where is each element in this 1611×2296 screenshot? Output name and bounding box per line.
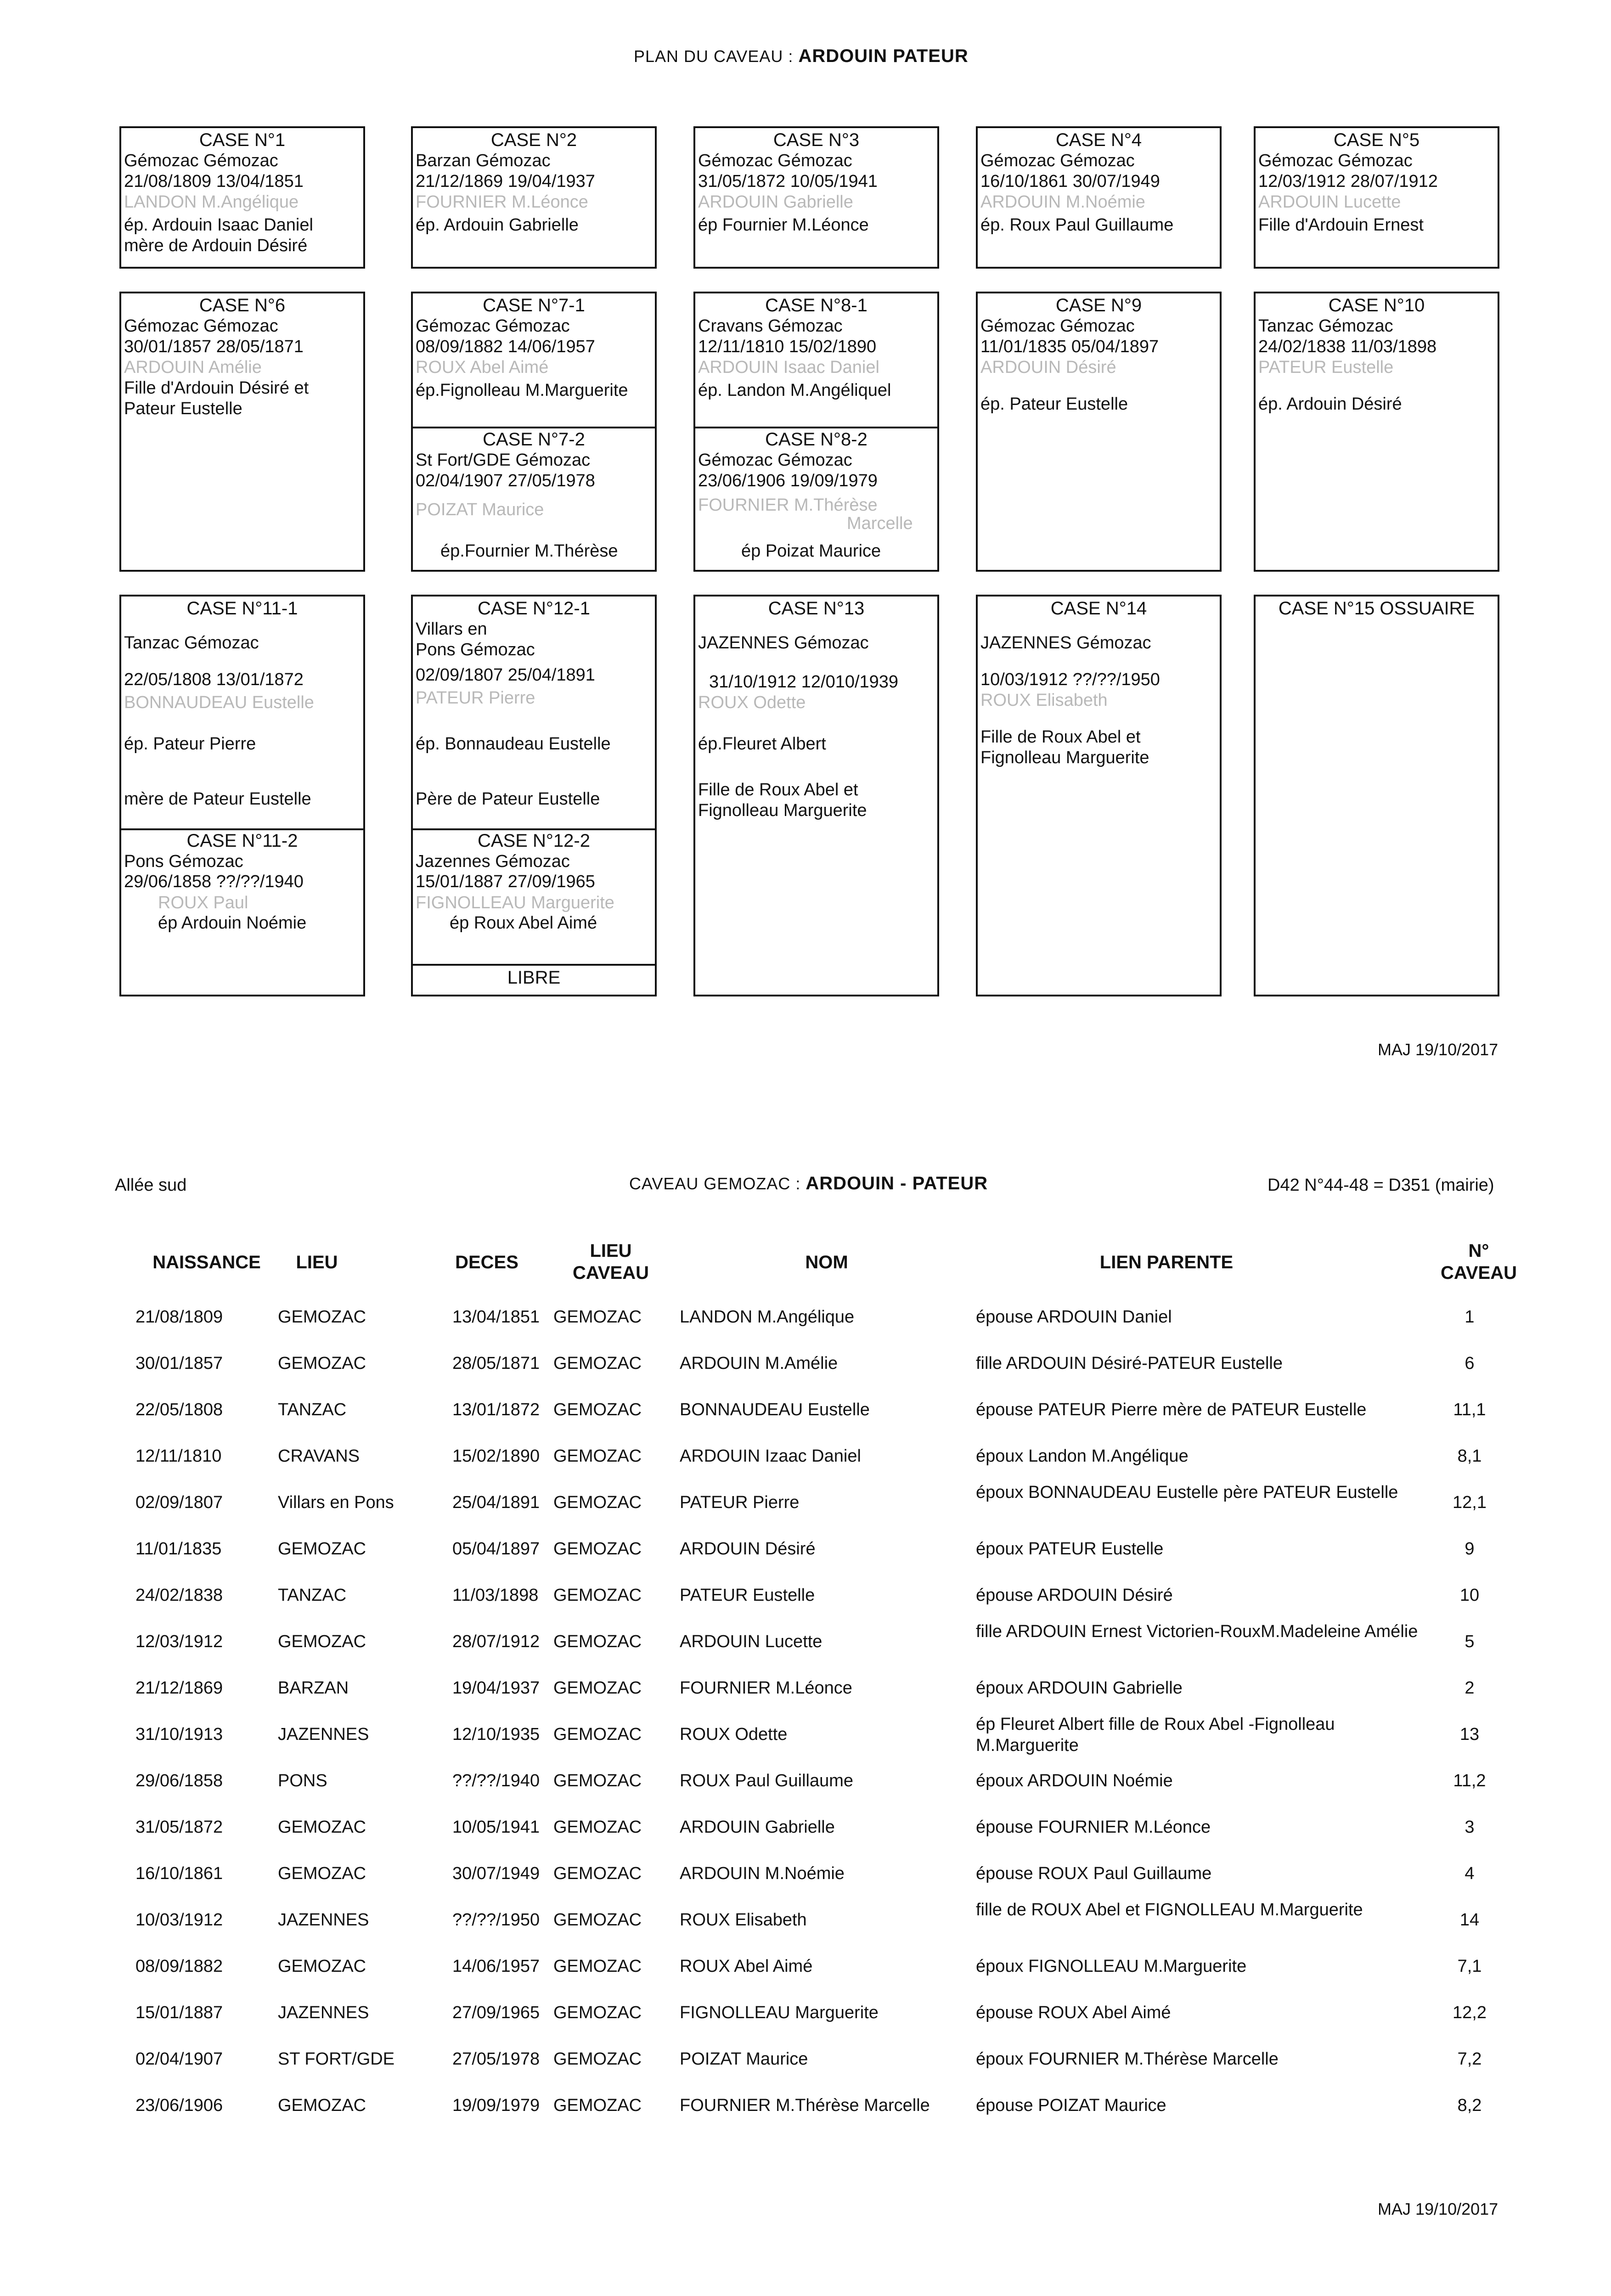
- cell-lien: époux FOURNIER M.Thérèse Marcelle: [976, 2049, 1279, 2069]
- cell-deces: 13/04/1851: [452, 1307, 540, 1327]
- table-ref: D42 N°44-48 = D351 (mairie): [1267, 1176, 1494, 1195]
- case-line: Barzan Gémozac: [416, 151, 551, 170]
- cell-deces: 12/10/1935: [452, 1725, 540, 1744]
- cell-num: 14: [1459, 1910, 1480, 1930]
- case-14: [976, 595, 1222, 996]
- cell-nom: ROUX Abel Aimé: [680, 1957, 813, 1976]
- cell-lien: époux ARDOUIN Gabrielle: [976, 1678, 1183, 1698]
- cell-num: 13: [1459, 1725, 1480, 1744]
- cell-caveau: GEMOZAC: [553, 2096, 642, 2115]
- cell-naissance: 22/05/1808: [135, 1400, 223, 1419]
- case-line: ép. Bonnaudeau Eustelle: [416, 734, 611, 754]
- cell-num: 6: [1465, 1354, 1475, 1373]
- cell-lieu: GEMOZAC: [278, 1354, 366, 1373]
- cell-deces: 28/07/1912: [452, 1632, 540, 1651]
- cell-lieu: GEMOZAC: [278, 2096, 366, 2115]
- case-head: CASE N°14: [1050, 598, 1147, 619]
- case-line: ARDOUIN Lucette: [1258, 192, 1401, 212]
- cell-caveau: GEMOZAC: [553, 1678, 642, 1698]
- cell-lieu: JAZENNES: [278, 1910, 369, 1930]
- cell-nom: ARDOUIN M.Noémie: [680, 1864, 845, 1883]
- case-line: JAZENNES Gémozac: [980, 633, 1151, 653]
- cell-num: 11,1: [1453, 1400, 1486, 1419]
- case-line: POIZAT Maurice: [416, 500, 544, 519]
- case-line: ép. Pateur Eustelle: [980, 394, 1128, 414]
- case-line: Marcelle: [847, 514, 913, 533]
- cell-nom: FIGNOLLEAU Marguerite: [680, 2003, 879, 2022]
- case-9: [976, 292, 1222, 572]
- case-head: CASE N°1: [199, 130, 286, 150]
- case-line: BONNAUDEAU Eustelle: [124, 693, 314, 712]
- cell-naissance: 24/02/1838: [135, 1586, 223, 1605]
- cell-deces: 05/04/1897: [452, 1539, 540, 1559]
- case-line: Fignolleau Marguerite: [698, 801, 867, 820]
- case-head: CASE N°12-2: [478, 831, 590, 851]
- case-line: ARDOUIN Isaac Daniel: [698, 358, 879, 377]
- cell-naissance: 15/01/1887: [135, 2003, 223, 2022]
- cell-naissance: 23/06/1906: [135, 2096, 223, 2115]
- case-line: ép Poizat Maurice: [741, 541, 881, 561]
- case-line: 16/10/1861 30/07/1949: [980, 172, 1160, 191]
- case-line: LANDON M.Angélique: [124, 192, 299, 212]
- case-head: CASE N°5: [1333, 130, 1420, 150]
- case-line: ép.Fignolleau M.Marguerite: [416, 381, 628, 400]
- plan-title-prefix: PLAN DU CAVEAU :: [634, 47, 794, 66]
- case-head: CASE N°2: [490, 130, 577, 150]
- case-line: ép. Ardouin Désiré: [1258, 394, 1402, 414]
- case-line: ARDOUIN M.Noémie: [980, 192, 1145, 212]
- case-line: Gémozac Gémozac: [416, 316, 570, 336]
- cell-naissance: 02/04/1907: [135, 2049, 223, 2069]
- header-naissance: NAISSANCE: [152, 1252, 261, 1272]
- case-line: mère de Ardouin Désiré: [124, 236, 308, 255]
- cell-naissance: 02/09/1807: [135, 1493, 223, 1512]
- case-13: [693, 595, 939, 996]
- cell-nom: FOURNIER M.Thérèse Marcelle: [680, 2096, 930, 2115]
- cell-deces: 13/01/1872: [452, 1400, 540, 1419]
- cell-nom: FOURNIER M.Léonce: [680, 1678, 852, 1698]
- cell-num: 12,2: [1453, 2003, 1487, 2022]
- cell-caveau: GEMOZAC: [553, 1307, 642, 1327]
- case-line: Pons Gémozac: [416, 640, 535, 659]
- cell-lien: épouse ARDOUIN Désiré: [976, 1586, 1173, 1605]
- cell-naissance: 11/01/1835: [135, 1539, 222, 1559]
- case-12: [411, 595, 657, 996]
- cell-num: 8,2: [1457, 2096, 1482, 2115]
- cell-naissance: 21/08/1809: [135, 1307, 223, 1327]
- cell-nom: ROUX Paul Guillaume: [680, 1771, 854, 1790]
- cell-caveau: GEMOZAC: [553, 1632, 642, 1651]
- case-line: Pons Gémozac: [124, 852, 243, 871]
- cell-deces: 27/05/1978: [452, 2049, 540, 2069]
- case-line: Gémozac Gémozac: [980, 316, 1135, 336]
- case-line: 02/09/1807 25/04/1891: [416, 665, 595, 685]
- cell-deces: 10/05/1941: [452, 1818, 540, 1837]
- cell-nom: ARDOUIN Lucette: [680, 1632, 822, 1651]
- case-line: Pateur Eustelle: [124, 399, 242, 418]
- cell-lien: fille de ROUX Abel et FIGNOLLEAU M.Marguerite: [976, 1900, 1363, 1919]
- cell-caveau: GEMOZAC: [553, 1864, 642, 1883]
- case-line: ARDOUIN Désiré: [980, 358, 1116, 377]
- cell-lieu: PONS: [278, 1771, 327, 1790]
- case-line: 21/12/1869 19/04/1937: [416, 172, 595, 191]
- case-line: Gémozac Gémozac: [980, 151, 1135, 170]
- cell-lieu: TANZAC: [278, 1400, 347, 1419]
- cell-nom: PATEUR Eustelle: [680, 1586, 815, 1605]
- cell-caveau: GEMOZAC: [553, 2049, 642, 2069]
- case-line: Fille de Roux Abel et: [980, 727, 1141, 747]
- case-line: FIGNOLLEAU Marguerite: [416, 893, 614, 912]
- case-line: 21/08/1809 13/04/1851: [124, 172, 304, 191]
- header-num: [1433, 1240, 1525, 1284]
- cell-caveau: GEMOZAC: [553, 1957, 642, 1976]
- cell-num: 9: [1465, 1539, 1475, 1559]
- case-line: ép Ardouin Noémie: [158, 913, 307, 933]
- cell-caveau: GEMOZAC: [553, 1586, 642, 1605]
- cell-caveau: GEMOZAC: [553, 1400, 642, 1419]
- cell-lien: fille ARDOUIN Désiré-PATEUR Eustelle: [976, 1354, 1283, 1373]
- case-line: JAZENNES Gémozac: [698, 633, 869, 653]
- header-lieu-caveau-2: CAVEAU: [573, 1263, 649, 1283]
- cell-lien: épouse PATEUR Pierre mère de PATEUR Eustelle: [976, 1400, 1367, 1419]
- cell-lien: épouse FOURNIER M.Léonce: [976, 1818, 1211, 1837]
- case-line: ROUX Paul: [158, 893, 248, 912]
- cell-deces: 15/02/1890: [452, 1446, 540, 1466]
- case-line: Tanzac Gémozac: [124, 633, 259, 653]
- cell-nom: ARDOUIN Désiré: [680, 1539, 816, 1559]
- cell-naissance: 31/10/1913: [135, 1725, 223, 1744]
- case-line: St Fort/GDE Gémozac: [416, 450, 591, 470]
- case-4: [976, 126, 1222, 269]
- cell-num: 2: [1465, 1678, 1475, 1698]
- case-7: [411, 292, 657, 572]
- cell-lieu: GEMOZAC: [278, 1864, 366, 1883]
- cell-caveau: GEMOZAC: [553, 1725, 642, 1744]
- cell-caveau: GEMOZAC: [553, 1539, 642, 1559]
- cell-deces: 25/04/1891: [452, 1493, 540, 1512]
- cell-caveau: GEMOZAC: [553, 1493, 642, 1512]
- case-head: CASE N°6: [199, 295, 286, 315]
- cell-lieu: TANZAC: [278, 1586, 347, 1605]
- case-line: Gémozac Gémozac: [124, 316, 278, 336]
- case-line: 02/04/1907 27/05/1978: [416, 471, 595, 490]
- cell-deces: ??/??/1940: [452, 1771, 540, 1790]
- cell-lieu: GEMOZAC: [278, 1539, 366, 1559]
- cell-caveau: GEMOZAC: [553, 1818, 642, 1837]
- cell-num: 11,2: [1453, 1771, 1486, 1790]
- cell-lieu: GEMOZAC: [278, 1632, 366, 1651]
- header-deces: DECES: [455, 1252, 518, 1272]
- cell-lieu: JAZENNES: [278, 2003, 369, 2022]
- case-3: [693, 126, 939, 269]
- case-line: 31/10/1912 12/010/1939: [709, 672, 899, 692]
- cell-caveau: GEMOZAC: [553, 2003, 642, 2022]
- cell-caveau: GEMOZAC: [553, 1446, 642, 1466]
- cell-num: 12,1: [1453, 1493, 1487, 1512]
- table-title-prefix: CAVEAU GEMOZAC :: [629, 1174, 801, 1193]
- case-6: [119, 292, 365, 572]
- table-title: [629, 1173, 988, 1194]
- case-line: Gémozac Gémozac: [698, 450, 852, 470]
- case-line: Gémozac Gémozac: [698, 151, 852, 170]
- case-line: 12/11/1810 15/02/1890: [698, 337, 877, 356]
- case-head: CASE N°8-2: [765, 429, 867, 450]
- cell-lieu: CRAVANS: [278, 1446, 360, 1466]
- case-line: Fille d'Ardouin Ernest: [1258, 215, 1424, 235]
- cell-lieu: JAZENNES: [278, 1725, 369, 1744]
- cell-num: 5: [1465, 1632, 1475, 1651]
- cell-nom: POIZAT Maurice: [680, 2049, 808, 2069]
- case-11: [119, 595, 365, 996]
- case-line: ép. Roux Paul Guillaume: [980, 215, 1174, 235]
- case-line: 24/02/1838 11/03/1898: [1258, 337, 1437, 356]
- cell-num: 7,1: [1457, 1957, 1482, 1976]
- case-line: Gémozac Gémozac: [1258, 151, 1413, 170]
- case-line: ép Fournier M.Léonce: [698, 215, 869, 235]
- cell-naissance: 12/03/1912: [135, 1632, 223, 1651]
- case-line: Cravans Gémozac: [698, 316, 843, 336]
- case-line: PATEUR Eustelle: [1258, 358, 1394, 377]
- case-head: CASE N°4: [1055, 130, 1142, 150]
- case-2: [411, 126, 657, 269]
- case-line: 11/01/1835 05/04/1897: [980, 337, 1159, 356]
- cell-naissance: 31/05/1872: [135, 1818, 223, 1837]
- cell-caveau: GEMOZAC: [553, 1910, 642, 1930]
- case-line: ARDOUIN Gabrielle: [698, 192, 853, 212]
- cell-naissance: 12/11/1810: [135, 1446, 222, 1466]
- case-line: Père de Pateur Eustelle: [416, 789, 600, 809]
- cell-lieu: BARZAN: [278, 1678, 349, 1698]
- cell-lien: épouse ARDOUIN Daniel: [976, 1307, 1172, 1327]
- cell-naissance: 10/03/1912: [135, 1910, 223, 1930]
- case-line: 15/01/1887 27/09/1965: [416, 872, 595, 891]
- cell-caveau: GEMOZAC: [553, 1771, 642, 1790]
- case-line: 10/03/1912 ??/??/1950: [980, 670, 1160, 689]
- case-10: [1254, 292, 1499, 572]
- cell-deces: 19/04/1937: [452, 1678, 540, 1698]
- cell-naissance: 16/10/1861: [135, 1864, 223, 1883]
- case-head: CASE N°13: [768, 598, 865, 619]
- case-line: FOURNIER M.Thérèse: [698, 495, 878, 515]
- cell-nom: LANDON M.Angélique: [680, 1307, 855, 1327]
- cell-deces: 28/05/1871: [452, 1354, 540, 1373]
- cell-lieu: GEMOZAC: [278, 1818, 366, 1837]
- header-lieu: LIEU: [296, 1252, 338, 1272]
- case-line: ép. Pateur Pierre: [124, 734, 256, 754]
- case-line: Villars en: [416, 619, 487, 639]
- case-line: 22/05/1808 13/01/1872: [124, 670, 304, 689]
- cell-naissance: 29/06/1858: [135, 1771, 223, 1790]
- header-num-1: N°: [1468, 1241, 1489, 1261]
- cell-deces: 30/07/1949: [452, 1864, 540, 1883]
- case-line: Fille de Roux Abel et: [698, 780, 858, 799]
- case-line: ROUX Elisabeth: [980, 691, 1108, 710]
- case-line: 12/03/1912 28/07/1912: [1258, 172, 1438, 191]
- case-head: CASE N°10: [1328, 295, 1425, 315]
- case-head: CASE N°8-1: [765, 295, 867, 315]
- case-head: CASE N°3: [773, 130, 860, 150]
- case-line: mère de Pateur Eustelle: [124, 789, 311, 809]
- case-line: FOURNIER M.Léonce: [416, 192, 588, 212]
- allee-label: Allée sud: [115, 1176, 187, 1195]
- case-line: 31/05/1872 10/05/1941: [698, 172, 878, 191]
- plan-title: [634, 46, 969, 67]
- case-head: CASE N°11-1: [186, 598, 298, 619]
- header-lieu-caveau: [565, 1240, 657, 1284]
- header-num-2: CAVEAU: [1441, 1263, 1517, 1283]
- cell-num: 7,2: [1457, 2049, 1482, 2069]
- case-line: Fignolleau Marguerite: [980, 748, 1149, 767]
- cell-lieu: Villars en Pons: [278, 1493, 394, 1512]
- cell-deces: ??/??/1950: [452, 1910, 540, 1930]
- cell-lien: époux PATEUR Eustelle: [976, 1539, 1164, 1559]
- case-line: 08/09/1882 14/06/1957: [416, 337, 595, 356]
- plan-title-name: ARDOUIN PATEUR: [798, 46, 969, 66]
- cell-lieu: ST FORT/GDE: [278, 2049, 395, 2069]
- case-line: Gémozac Gémozac: [124, 151, 278, 170]
- case-line: Fille d'Ardouin Désiré et: [124, 378, 309, 398]
- case-line: ép. Ardouin Isaac Daniel: [124, 215, 313, 235]
- case-line: ROUX Abel Aimé: [416, 358, 549, 377]
- case-line: ép Roux Abel Aimé: [450, 913, 597, 933]
- cell-lien: ép Fleuret Albert fille de Roux Abel -Fignolleau M.Marguerite: [976, 1715, 1335, 1755]
- case-8: [693, 292, 939, 572]
- case-5: [1254, 126, 1499, 269]
- cell-num: 3: [1465, 1818, 1475, 1837]
- cell-lien: épouse ROUX Abel Aimé: [976, 2003, 1171, 2022]
- header-lieu-caveau-1: LIEU: [590, 1241, 632, 1261]
- cell-lien: époux ARDOUIN Noémie: [976, 1771, 1173, 1790]
- cell-num: 4: [1465, 1864, 1475, 1883]
- cell-num: 1: [1465, 1307, 1475, 1327]
- case-line: ARDOUIN Amélie: [124, 358, 262, 377]
- case-1: [119, 126, 365, 269]
- cell-nom: ROUX Elisabeth: [680, 1910, 807, 1930]
- case-head: CASE N°15 OSSUAIRE: [1278, 598, 1475, 619]
- cell-deces: 19/09/1979: [452, 2096, 540, 2115]
- cell-caveau: GEMOZAC: [553, 1354, 642, 1373]
- cell-lien: époux Landon M.Angélique: [976, 1446, 1189, 1466]
- case-line: 23/06/1906 19/09/1979: [698, 471, 878, 490]
- table-title-name: ARDOUIN - PATEUR: [806, 1173, 988, 1193]
- case-head: CASE N°7-2: [483, 429, 585, 450]
- cell-num: 10: [1459, 1586, 1480, 1605]
- case-line: ép.Fournier M.Thérèse: [440, 541, 618, 561]
- cell-nom: ROUX Odette: [680, 1725, 788, 1744]
- libre-label: LIBRE: [507, 968, 561, 988]
- cell-lieu: GEMOZAC: [278, 1307, 366, 1327]
- cell-naissance: 21/12/1869: [135, 1678, 223, 1698]
- case-line: Jazennes Gémozac: [416, 852, 570, 871]
- cell-lien: fille ARDOUIN Ernest Victorien-RouxM.Madeleine Amélie: [976, 1622, 1418, 1641]
- cell-deces: 11/03/1898: [452, 1586, 539, 1605]
- cell-naissance: 08/09/1882: [135, 1957, 223, 1976]
- case-line: 29/06/1858 ??/??/1940: [124, 872, 304, 891]
- case-line: PATEUR Pierre: [416, 688, 535, 708]
- case-line: ép. Landon M.Angéliquel: [698, 381, 891, 400]
- table-maj: MAJ 19/10/2017: [1378, 2200, 1498, 2218]
- plan-maj: MAJ 19/10/2017: [1378, 1040, 1498, 1059]
- case-head: CASE N°11-2: [186, 831, 298, 851]
- header-nom: NOM: [805, 1252, 848, 1272]
- cell-nom: ARDOUIN M.Amélie: [680, 1354, 838, 1373]
- header-lien: LIEN PARENTE: [1099, 1252, 1234, 1272]
- cell-naissance: 30/01/1857: [135, 1354, 223, 1373]
- case-line: Tanzac Gémozac: [1258, 316, 1393, 336]
- cell-lien: époux BONNAUDEAU Eustelle père PATEUR Eustelle: [976, 1483, 1398, 1502]
- case-line: ép. Ardouin Gabrielle: [416, 215, 579, 235]
- case-15-ossuaire: [1254, 595, 1499, 996]
- cell-num: 8,1: [1457, 1446, 1482, 1466]
- cell-deces: 27/09/1965: [452, 2003, 540, 2022]
- cell-nom: PATEUR Pierre: [680, 1493, 800, 1512]
- cell-lien: épouse POIZAT Maurice: [976, 2096, 1166, 2115]
- case-head: CASE N°12-1: [478, 598, 590, 619]
- cell-deces: 14/06/1957: [452, 1957, 540, 1976]
- case-line: ROUX Odette: [698, 693, 806, 712]
- cell-lien: épouse ROUX Paul Guillaume: [976, 1864, 1212, 1883]
- cell-nom: ARDOUIN Gabrielle: [680, 1818, 835, 1837]
- case-line: 30/01/1857 28/05/1871: [124, 337, 304, 356]
- cell-nom: ARDOUIN Izaac Daniel: [680, 1446, 861, 1466]
- cell-lieu: GEMOZAC: [278, 1957, 366, 1976]
- case-head: CASE N°9: [1055, 295, 1142, 315]
- case-line: ép.Fleuret Albert: [698, 734, 826, 754]
- cell-nom: BONNAUDEAU Eustelle: [680, 1400, 870, 1419]
- cell-lien: époux FIGNOLLEAU M.Marguerite: [976, 1957, 1247, 1976]
- case-head: CASE N°7-1: [483, 295, 585, 315]
